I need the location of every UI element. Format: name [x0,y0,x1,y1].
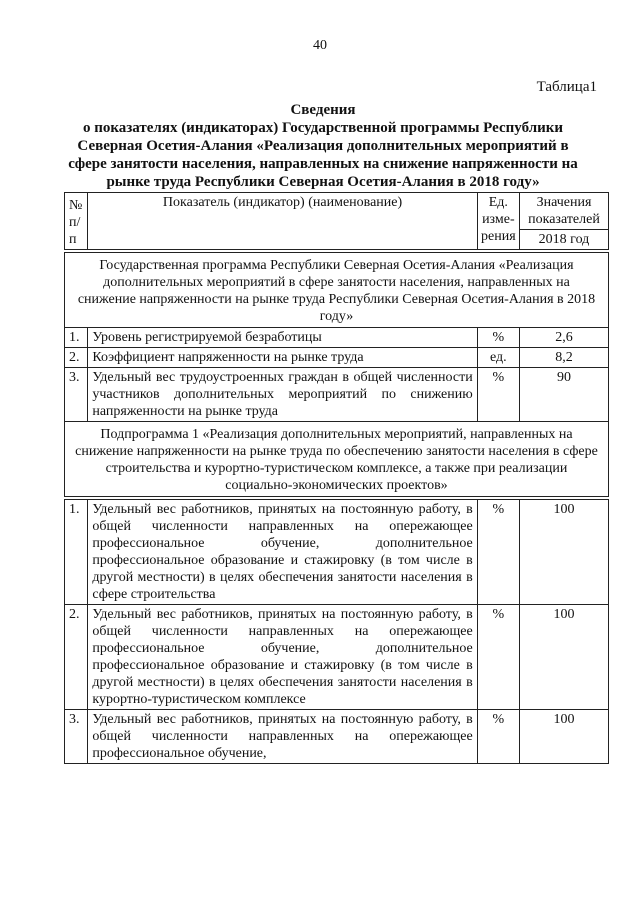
header-values: Значения показателей [519,193,608,230]
row-num: 1. [65,500,88,605]
section-title: Подпрограмма 1 «Реализация дополнительных мероприятий, направленных на снижение напряженности на рынке труда по обеспечению занятости населения в сфере строительства и курортно-туристическом комплексе, а также при реализации социально-экономических проектов» [65,422,609,497]
row-unit: % [477,605,519,710]
header-num: № п/п [65,193,88,250]
table-header-row [65,193,609,230]
page-number: 40 [313,38,327,53]
section-title: Государственная программа Республики Северная Осетия-Алания «Реализация дополнительных мероприятий в сфере занятости населения, направленных на снижение напряженности на рынке труда Республики Северная Осетия-Алания в 2018 году» [65,253,609,328]
row-num: 3. [65,710,88,764]
row-value: 100 [519,605,608,710]
table-row [65,710,609,764]
row-name: Удельный вес работников, принятых на постоянную работу, в общей численности направленных на опережающее профессиональное обучение, дополнительное профессиональное образование и стажировку (в том числе в другой местности) в целях обеспечения занятости населения в сфере строительства [88,500,477,605]
table-label: Таблица1 [536,79,597,95]
row-value: 100 [519,710,608,764]
row-num: 1. [65,328,88,348]
table-row [65,500,609,605]
row-unit: ед. [477,348,519,368]
indicators-table [64,192,609,764]
section-row [65,422,609,497]
row-name: Уровень регистрируемой безработицы [88,328,477,348]
document-heading [58,101,588,191]
row-name: Удельный вес работников, принятых на постоянную работу, в общей численности направленных на опережающее профессиональное обучение, [88,710,477,764]
table-row [65,348,609,368]
table-row [65,368,609,422]
row-num: 2. [65,348,88,368]
table-row [65,328,609,348]
row-name: Удельный вес работников, принятых на постоянную работу, в общей численности направленных на опережающее профессиональное обучение, дополнительное профессиональное образование и стажировку (в том числе в другой местности) в целях обеспечения занятости населения в курортно-туристическом комплексе [88,605,477,710]
row-value: 90 [519,368,608,422]
row-unit: % [477,368,519,422]
row-num: 2. [65,605,88,710]
row-num: 3. [65,368,88,422]
row-name: Удельный вес трудоустроенных граждан в общей численности участников дополнительных мероприятий по снижению напряженности на рынке труда [88,368,477,422]
row-name: Коэффициент напряженности на рынке труда [88,348,477,368]
row-unit: % [477,328,519,348]
section-row [65,253,609,328]
row-unit: % [477,710,519,764]
header-unit: Ед. изме-рения [477,193,519,250]
row-value: 2,6 [519,328,608,348]
row-unit: % [477,500,519,605]
heading-title: Сведения [290,102,356,118]
row-value: 100 [519,500,608,605]
row-value: 8,2 [519,348,608,368]
header-name: Показатель (индикатор) (наименование) [88,193,477,250]
table-row [65,605,609,710]
header-year: 2018 год [519,230,608,250]
heading-subtitle: о показателях (индикаторах) Государственной программы Республики Северная Осетия-Алания «Реализация дополнительных мероприятий в сфере занятости населения, направленных на снижение напряженности на рынке труда Республики Северная Осетия-Алания в 2018 году» [68,120,578,190]
